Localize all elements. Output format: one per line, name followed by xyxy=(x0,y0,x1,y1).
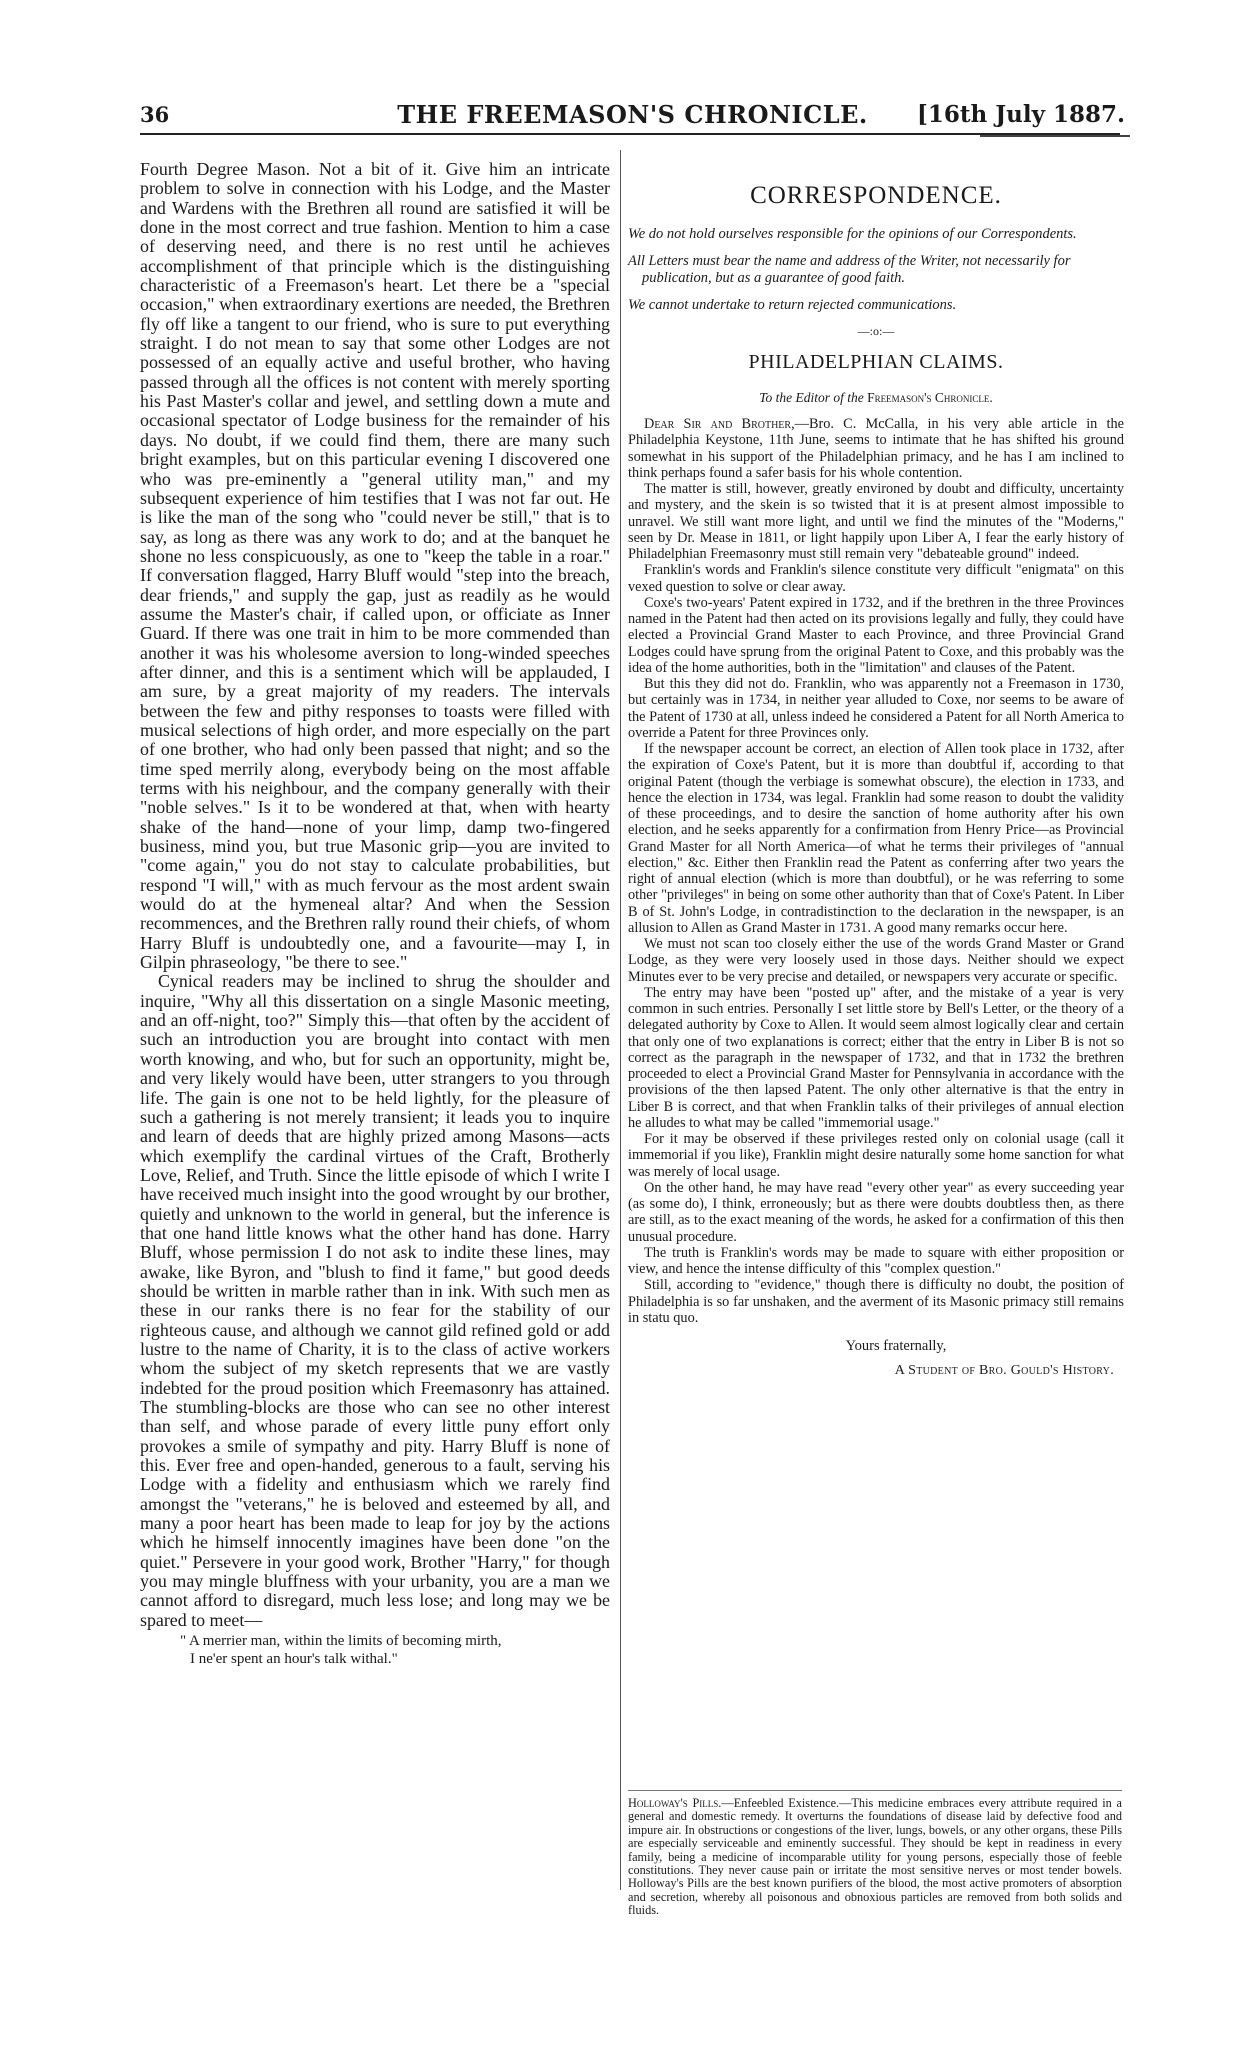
section-separator: —:o:— xyxy=(857,324,895,338)
letter-paragraph: If the newspaper account be correct, an election of Allen took place in 1732, after the expiration of Coxe's Patent, but it is more than doubtful if, according to that original Patent (though the verbiage is somewhat obscure), the election in 1733, and hence the election in 1734, was legal. Franklin had some reason to doubt the validity of these proceedings, and to desire the sanction of home authority after his own election, and he seeks apparently for a confirmation from Henry Price—as Provincial Grand Master for all North America—of what he terms their privileges of "annual election," &c. Either then Franklin read the Patent as conferring after two years the right of annual election (which is more than doubtful), or he was referring to some other "privileges" in being on some other authority than that of Coxe's Patent. In Liber B of St. John's Lodge, in contradistinction to the declaration in the newspaper, is an allusion to Allen as Grand Master in 1731. A good many remarks occur here. xyxy=(628,741,1124,936)
letter-paragraph: Coxe's two-years' Patent expired in 1732, and if the brethren in the three Provinces named in the Patent had then acted on its provisions legally and fully, they could have elected a Provincial Grand Master to each Province, and three Provincial Grand Lodges could have sprung from the original Patent to Coxe, and this probably was the idea of the home authorities, both in the "limitation" and clauses of the Patent. xyxy=(628,594,1124,676)
letter-signature: A Student of Bro. Gould's History. xyxy=(894,1363,1114,1378)
letter-addressee xyxy=(628,390,1124,406)
letter-paragraph: But this they did not do. Franklin, who was apparently not a Freemason in 1730, but certainly was in 1734, in neither year alluded to Coxe, nor seems to be aware of the Patent of 1730 at all, unless indeed he considered a Patent for all North America to override a Patent for three Provinces only. xyxy=(628,676,1124,741)
letter-paragraph-text: —Bro. C. McCalla, in his very able article in the Philadelphia Keystone, 11th June, seems to intimate that he has shifted his ground somewhat in his support of the Philadelphian primacy, and he has I am inclined to think perhaps found a safer basis for his whole contention. xyxy=(628,416,1124,481)
correspondence-heading: CORRESPONDENCE. xyxy=(750,182,1002,209)
header-rule-accent xyxy=(980,135,1130,137)
advertisement-rule xyxy=(628,1790,1122,1791)
issue-date: [16th July 1887. xyxy=(917,101,1125,128)
advertisement-text: —Enfeebled Existence.—This medicine embraces every attribute required in a general and domestic remedy. It overturns the foundations of disease laid by defective food and impure air. In obstructions or congestions of the liver, lungs, bowels, or any other organs, these Pills are especially serviceable and eminently successful. They should be kept in readiness in every family, being a medicine of incomparable utility for young persons, especially those of feeble constitutions. They never cause pain or irritate the most sensitive nerves or most tender bowels. Holloway's Pills are the best known purifiers of the blood, the most active promoters of absorption and secretion, whereby all poisonous and obnoxious particles are removed from both solids and fluids. xyxy=(628,1796,1122,1918)
newspaper-title: THE FREEMASON'S CHRONICLE. xyxy=(397,100,868,129)
column-divider xyxy=(620,150,621,1890)
verse-line: " A merrier man, within the limits of becoming mirth, xyxy=(180,1633,502,1650)
letter-paragraph: We must not scan too closely either the use of the words Grand Master or Grand Lodge, as they were very loosely used in those days. Neither should we expect Minutes ever to be very precise and detailed, or newspapers very accurate or specific. xyxy=(628,936,1124,985)
letter-signoff: Yours fraternally, xyxy=(845,1338,947,1354)
header-rule xyxy=(140,133,1120,135)
addressee-text: To the Editor of the xyxy=(759,390,864,405)
article-paragraph: Cynical readers may be inclined to shrug the shoulder and inquire, "Why all this dissertation on a single Masonic meeting, and an off-night, too?" Simply this—that often by the accident of such an introduction you are brought into contact with men worth knowing, and who, but for such an opportunity, might be, and very likely would have been, utter strangers to you through life. The gain is one not to be held lightly, for the pleasure of such a gathering is not merely transient; it leads you to inquire and learn of deeds that are highly prized among Masons—acts which exemplify the cardinal virtues of the Craft, Brotherly Love, Relief, and Truth. Since the little episode of which I write I have received much insight into the good wrought by our brother, quietly and unknown to the world in general, but the inference is that one hand little knows what the other hand has done. Harry Bluff, whose permission I do not ask to indite these lines, may awake, like Byron, and "blush to find it fame," but good deeds should be written in marble rather than in ink. With such men as these in our ranks there is no fear for the stability of our righteous cause, and although we cannot gild refined gold or add lustre to the name of Charity, it is to the class of active workers whom the subject of my sketch represents that we are vastly indebted for the proud position which Freemasonry has attained. The stumbling-blocks are those who can see no other interest than self, and whose parade of every little puny effort only provokes a smile of sympathy and pity. Harry Bluff is none of this. Ever free and open-handed, generous to a fault, serving his Lodge with a fidelity and enthusiasm which we rarely find amongst the "veterans," he is beloved and esteemed by all, and many a poor heart has been made to leap for joy by the actions which he himself innocently imagines have been done "on the quiet." Persevere in your good work, Brother "Harry," for though you may mingle bluffness with your urbanity, you are a man we cannot afford to disregard, much less lose; and long may we be spared to meet— xyxy=(140,971,610,1630)
advertisement-lead: Holloway's Pills. xyxy=(628,1796,722,1810)
letter-paragraph: The truth is Franklin's words may be made to square with either proposition or view, and hence the intense difficulty of this "complex question." xyxy=(628,1244,1124,1277)
editorial-note: All Letters must bear the name and address of the Writer, not necessarily for publication, but as a guarantee of good faith. xyxy=(628,253,1071,286)
article-paragraph: Fourth Degree Mason. Not a bit of it. Give him an intricate problem to solve in connection with his Lodge, and the Master and Wardens with the Brethren all round are satisfied it will be done in the most correct and true fashion. Mention to him a case of deserving need, and there is no rest until he achieves accomplishment of that principle which is the distinguishing characteristic of a Freemason's heart. Let there be a "special occasion," when extraordinary exertions are needed, the Brethren fly off like a tangent to our friend, who is sure to put everything straight. I do not mean to say that some other Lodges are not possessed of an equally active and useful brother, who having passed through all the offices is not content with merely sporting his Past Master's collar and jewel, and settling down a mute and occasional spectator of Lodge business for the remainder of his days. No doubt, if we could find them, there are many such bright examples, but on this particular evening I discovered one who was pre-eminently a "general utility man," and my subsequent experience of him testifies that I was not far out. He is like the man of the song who "could never be still," that is to say, as long as there was any work to do; and at the banquet he shone no less conspicuously, as one to "keep the table in a roar." If conversation flagged, Harry Bluff would "step into the breach, dear friends," and supply the gap, just as readily as he would assume the Master's chair, if called upon, or officiate as Inner Guard. If there was one trait in him to be more commended than another it was his wholesome aversion to long-winded speeches after dinner, and this is a sentiment which will be applauded, I am sure, by a great majority of my readers. The intervals between the few and pithy responses to toasts were filled with musical selections of high order, and more especially on the part of one brother, who had only been passed that night; and so the time sped merrily along, everybody being on the most affable terms with his neighbour, and the company generally with their "noble selves." Is it to be wondered at that, when with hearty shake of the hand—none of your limp, damp two-fingered business, mind you, but true Masonic grip—you are invited to "come again," you do not stay to calculate probabilities, but respond "I will," with as much fervour as the most ardent swain would do at the hymeneal altar? And when the Session recommences, and the Brethren rally round their chiefs, of whom Harry Bluff is undoubtedly one, and a favourite—may I, in Gilpin phraseology, "be there to see." xyxy=(140,159,610,973)
closing-verse xyxy=(140,1632,610,1668)
letter-paragraph xyxy=(628,416,1124,481)
page-number: 36 xyxy=(140,102,170,127)
addressee-paper: Freemason's Chronicle. xyxy=(867,390,993,405)
editorial-note: We do not hold ourselves responsible for the opinions of our Correspondents. xyxy=(628,226,1077,242)
letter-title: PHILADELPHIAN CLAIMS. xyxy=(748,351,1004,373)
letter-paragraph: The entry may have been "posted up" after, and the mistake of a year is very common in such entries. Personally I set little store by Bell's Letter, or the theory of a delegated authority by Coxe to Allen. It would seem almost logically clear and certain that only one of two explanations is correct; either that the entry in Liber B is not so correct as the paragraph in the newspaper of 1732, and that in 1732 the brethren proceeded to elect a Provincial Grand Master for Pennsylvania in accordance with the provisions of the then lapsed Patent. The only other alternative is that the entry in Liber B is correct, and that when Franklin talks of their privileges of annual election he alludes to what may be called "immemorial usage." xyxy=(628,984,1124,1131)
left-column-article xyxy=(140,160,610,1668)
page-header xyxy=(140,100,1125,134)
letter-paragraph: Still, according to "evidence," though there is difficulty no doubt, the position of Philadelphia is so far unshaken, and the averment of its Masonic primacy still remains in statu quo. xyxy=(628,1277,1124,1326)
editorial-note: We cannot undertake to return rejected communications. xyxy=(628,297,957,313)
letter-paragraph: For it may be observed if these privileges rested only on colonial usage (call it immemorial if you like), Franklin might desire naturally some home sanction for what was merely of local usage. xyxy=(628,1131,1124,1180)
letter-paragraph: The matter is still, however, greatly environed by doubt and difficulty, uncertainty and mystery, and the skein is so twisted that it is at present almost impossible to unravel. We still want more light, and until we find the minutes of the "Moderns," seen by Dr. Mease in 1811, or light happily upon Liber A, I fear the early history of Philadelphian Freemasonry must still remain very "debateable ground" indeed. xyxy=(628,481,1124,562)
correspondence-column xyxy=(628,182,1124,1379)
salutation: Dear Sir and Brother, xyxy=(644,416,795,432)
letter-paragraph: On the other hand, he may have read "every other year" as every succeeding year (as some do), I think, erroneously; but as there were doubts doubtless then, as there are still, as to the exact meaning of the words, he asked for a confirmation of this then unusual procedure. xyxy=(628,1179,1124,1245)
verse-line: I ne'er spent an hour's talk withal." xyxy=(190,1651,398,1668)
letter-paragraph: Franklin's words and Franklin's silence constitute very difficult "enigmata" on this vexed question to solve or clear away. xyxy=(628,562,1124,595)
holloway-advertisement xyxy=(628,1797,1122,1918)
